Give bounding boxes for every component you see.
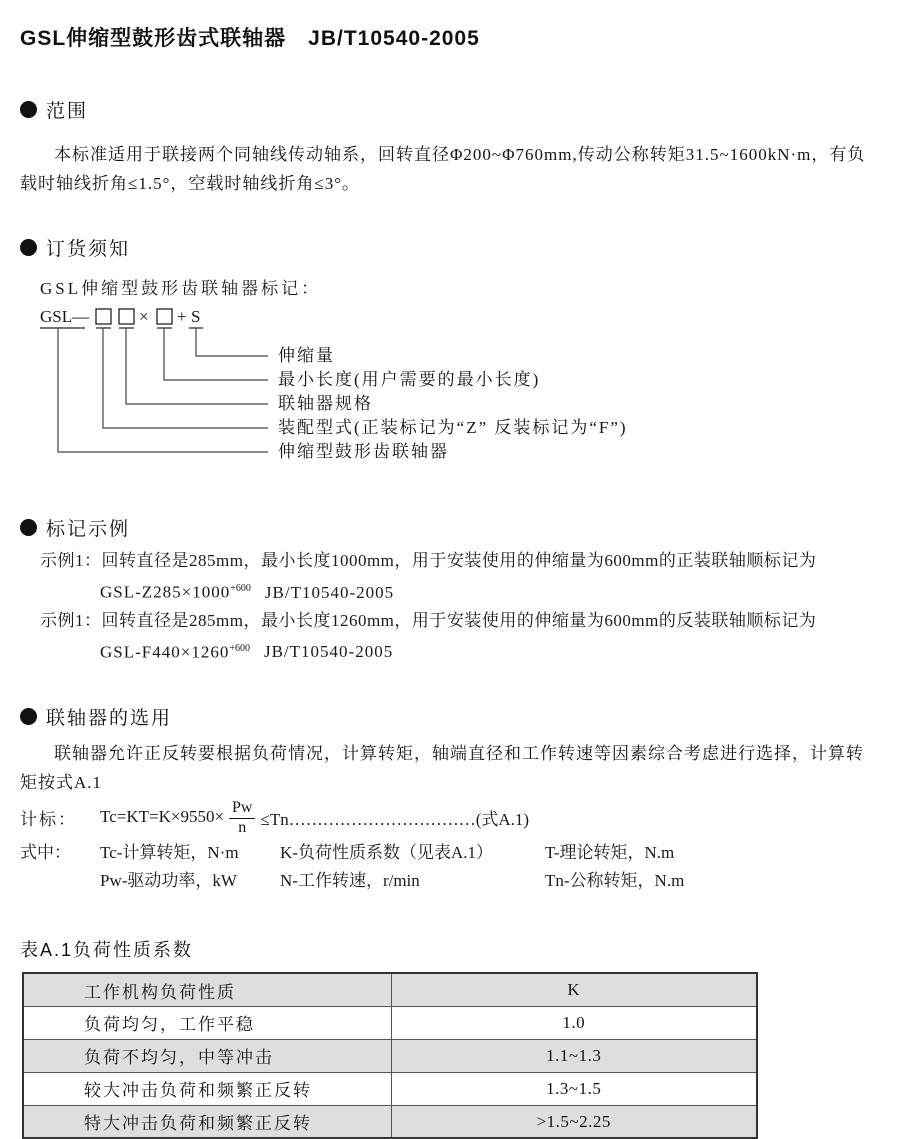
fraction-denominator: n [238, 818, 247, 836]
definition-item: T-理论转矩，N.m [545, 843, 675, 863]
marking-intro: GSL伸缩型鼓形齿联轴器标记： [40, 279, 322, 298]
where-label: 式中： [20, 843, 71, 863]
table-cell-load-type: 较大冲击负荷和频繁正反转 [23, 1072, 391, 1105]
section-heading-examples [20, 514, 880, 541]
table-title: 表A.1负荷性质系数 [20, 940, 194, 961]
torque-formula [20, 800, 880, 834]
section-heading-ordering [20, 234, 880, 261]
diagram-label-spec: 联轴器规格 [278, 394, 373, 413]
definition-item: N-工作转速，r/min [280, 871, 420, 891]
example-code-text: GSL-F440×1260 [100, 642, 230, 662]
diagram-label-extension: 伸缩量 [278, 346, 335, 365]
table-row [23, 1072, 757, 1105]
bullet-icon [20, 101, 37, 118]
formula-lhs: Tc=KT=K×9550× [100, 807, 225, 827]
scope-paragraph: 本标准适用于联接两个同轴线传动轴系，回转直径Φ200~Φ760mm,传动公称转矩31.5~1600kN·m，有负载时轴线折角≤1.5°，空载时轴线折角≤3°。 [20, 145, 866, 193]
selection-paragraph: 联轴器允许正反转要根据负荷情况，计算转矩，轴端直径和工作转速等因素综合考虑进行选择，计算转矩按式A.1 [20, 744, 864, 793]
placeholder-box [96, 309, 111, 324]
definition-item: Tc-计算转矩，N·m [100, 843, 239, 863]
page-title: GSL伸缩型鼓形齿式联轴器 JB/T10540-2005 [20, 27, 480, 50]
load-factor-table [22, 972, 758, 1139]
symbol-definitions [20, 839, 880, 895]
placeholder-box [157, 309, 172, 324]
bullet-icon [20, 519, 37, 536]
table-header-cell: 工作机构负荷性质 [23, 973, 391, 1006]
example-code-superscript: +600 [229, 642, 250, 654]
section-heading-label: 范围 [46, 101, 89, 122]
spacer [20, 867, 100, 895]
examples-block [40, 547, 880, 666]
definition-item: K-负荷性质系数（见表A.1） [280, 843, 493, 863]
example-code-superscript: +600 [230, 583, 251, 594]
formula-times: × [139, 307, 149, 326]
diagram-label-min-length: 最小长度(用户需要的最小长度) [278, 370, 541, 389]
table-cell-k-value: >1.5~2.25 [391, 1105, 757, 1138]
placeholder-box [119, 309, 134, 324]
table-cell-load-type: 负荷均匀，工作平稳 [23, 1006, 391, 1039]
example-code [100, 635, 880, 667]
section-heading-scope [20, 96, 880, 123]
section-heading-label: 标记示例 [46, 519, 131, 540]
table-row [23, 1006, 757, 1039]
example-standard-ref: JB/T10540-2005 [264, 582, 395, 602]
table-header-cell: K [391, 973, 757, 1006]
diagram-label-assembly-type: 装配型式(正装标记为“Z” 反装标记为“F”) [278, 418, 628, 437]
formula-rhs: ≤Tn……………………………(式A.1) [260, 809, 530, 829]
bullet-icon [20, 239, 37, 256]
example-description: 示例1：回转直径是285mm，最小长度1260mm，用于安装使用的伸缩量为600mm的反装联轴顺标记为 [40, 610, 817, 630]
definition-item: Pw-驱动功率，kW [100, 871, 237, 891]
table-cell-k-value: 1.0 [391, 1006, 757, 1039]
table-cell-k-value: 1.1~1.3 [391, 1039, 757, 1072]
table-row [23, 1105, 757, 1138]
example-description: 示例1：回转直径是285mm，最小长度1000mm，用于安装使用的伸缩量为600mm的正装联轴顺标记为 [40, 551, 817, 570]
definition-item: Tn-公称转矩，N.m [545, 871, 685, 891]
diagram-label-coupling-name: 伸缩型鼓形齿联轴器 [278, 442, 449, 461]
formula-plus: + [177, 307, 187, 326]
formula-suffix: S [191, 307, 201, 326]
table-cell-load-type: 特大冲击负荷和频繁正反转 [23, 1105, 391, 1138]
leader-lines [58, 328, 268, 452]
example-code-text: GSL-Z285×1000 [100, 582, 231, 602]
table-header-row [23, 973, 757, 1006]
example-standard-ref: JB/T10540-2005 [263, 642, 394, 662]
table-cell-k-value: 1.3~1.5 [391, 1072, 757, 1105]
example-code [100, 575, 880, 607]
section-heading-selection [20, 703, 880, 730]
formula-prefix: GSL— [40, 307, 90, 326]
table-cell-load-type: 负荷不均匀，中等冲击 [23, 1039, 391, 1072]
fraction-numerator: Pw [229, 799, 255, 819]
formula-label: 计标： [20, 809, 77, 829]
formula-fraction [229, 799, 255, 836]
section-heading-label: 联轴器的选用 [46, 708, 173, 730]
document-page [0, 22, 900, 1139]
bullet-icon [20, 708, 37, 725]
section-heading-label: 订货须知 [46, 239, 131, 260]
table-row [23, 1039, 757, 1072]
marking-code-diagram [40, 306, 680, 470]
